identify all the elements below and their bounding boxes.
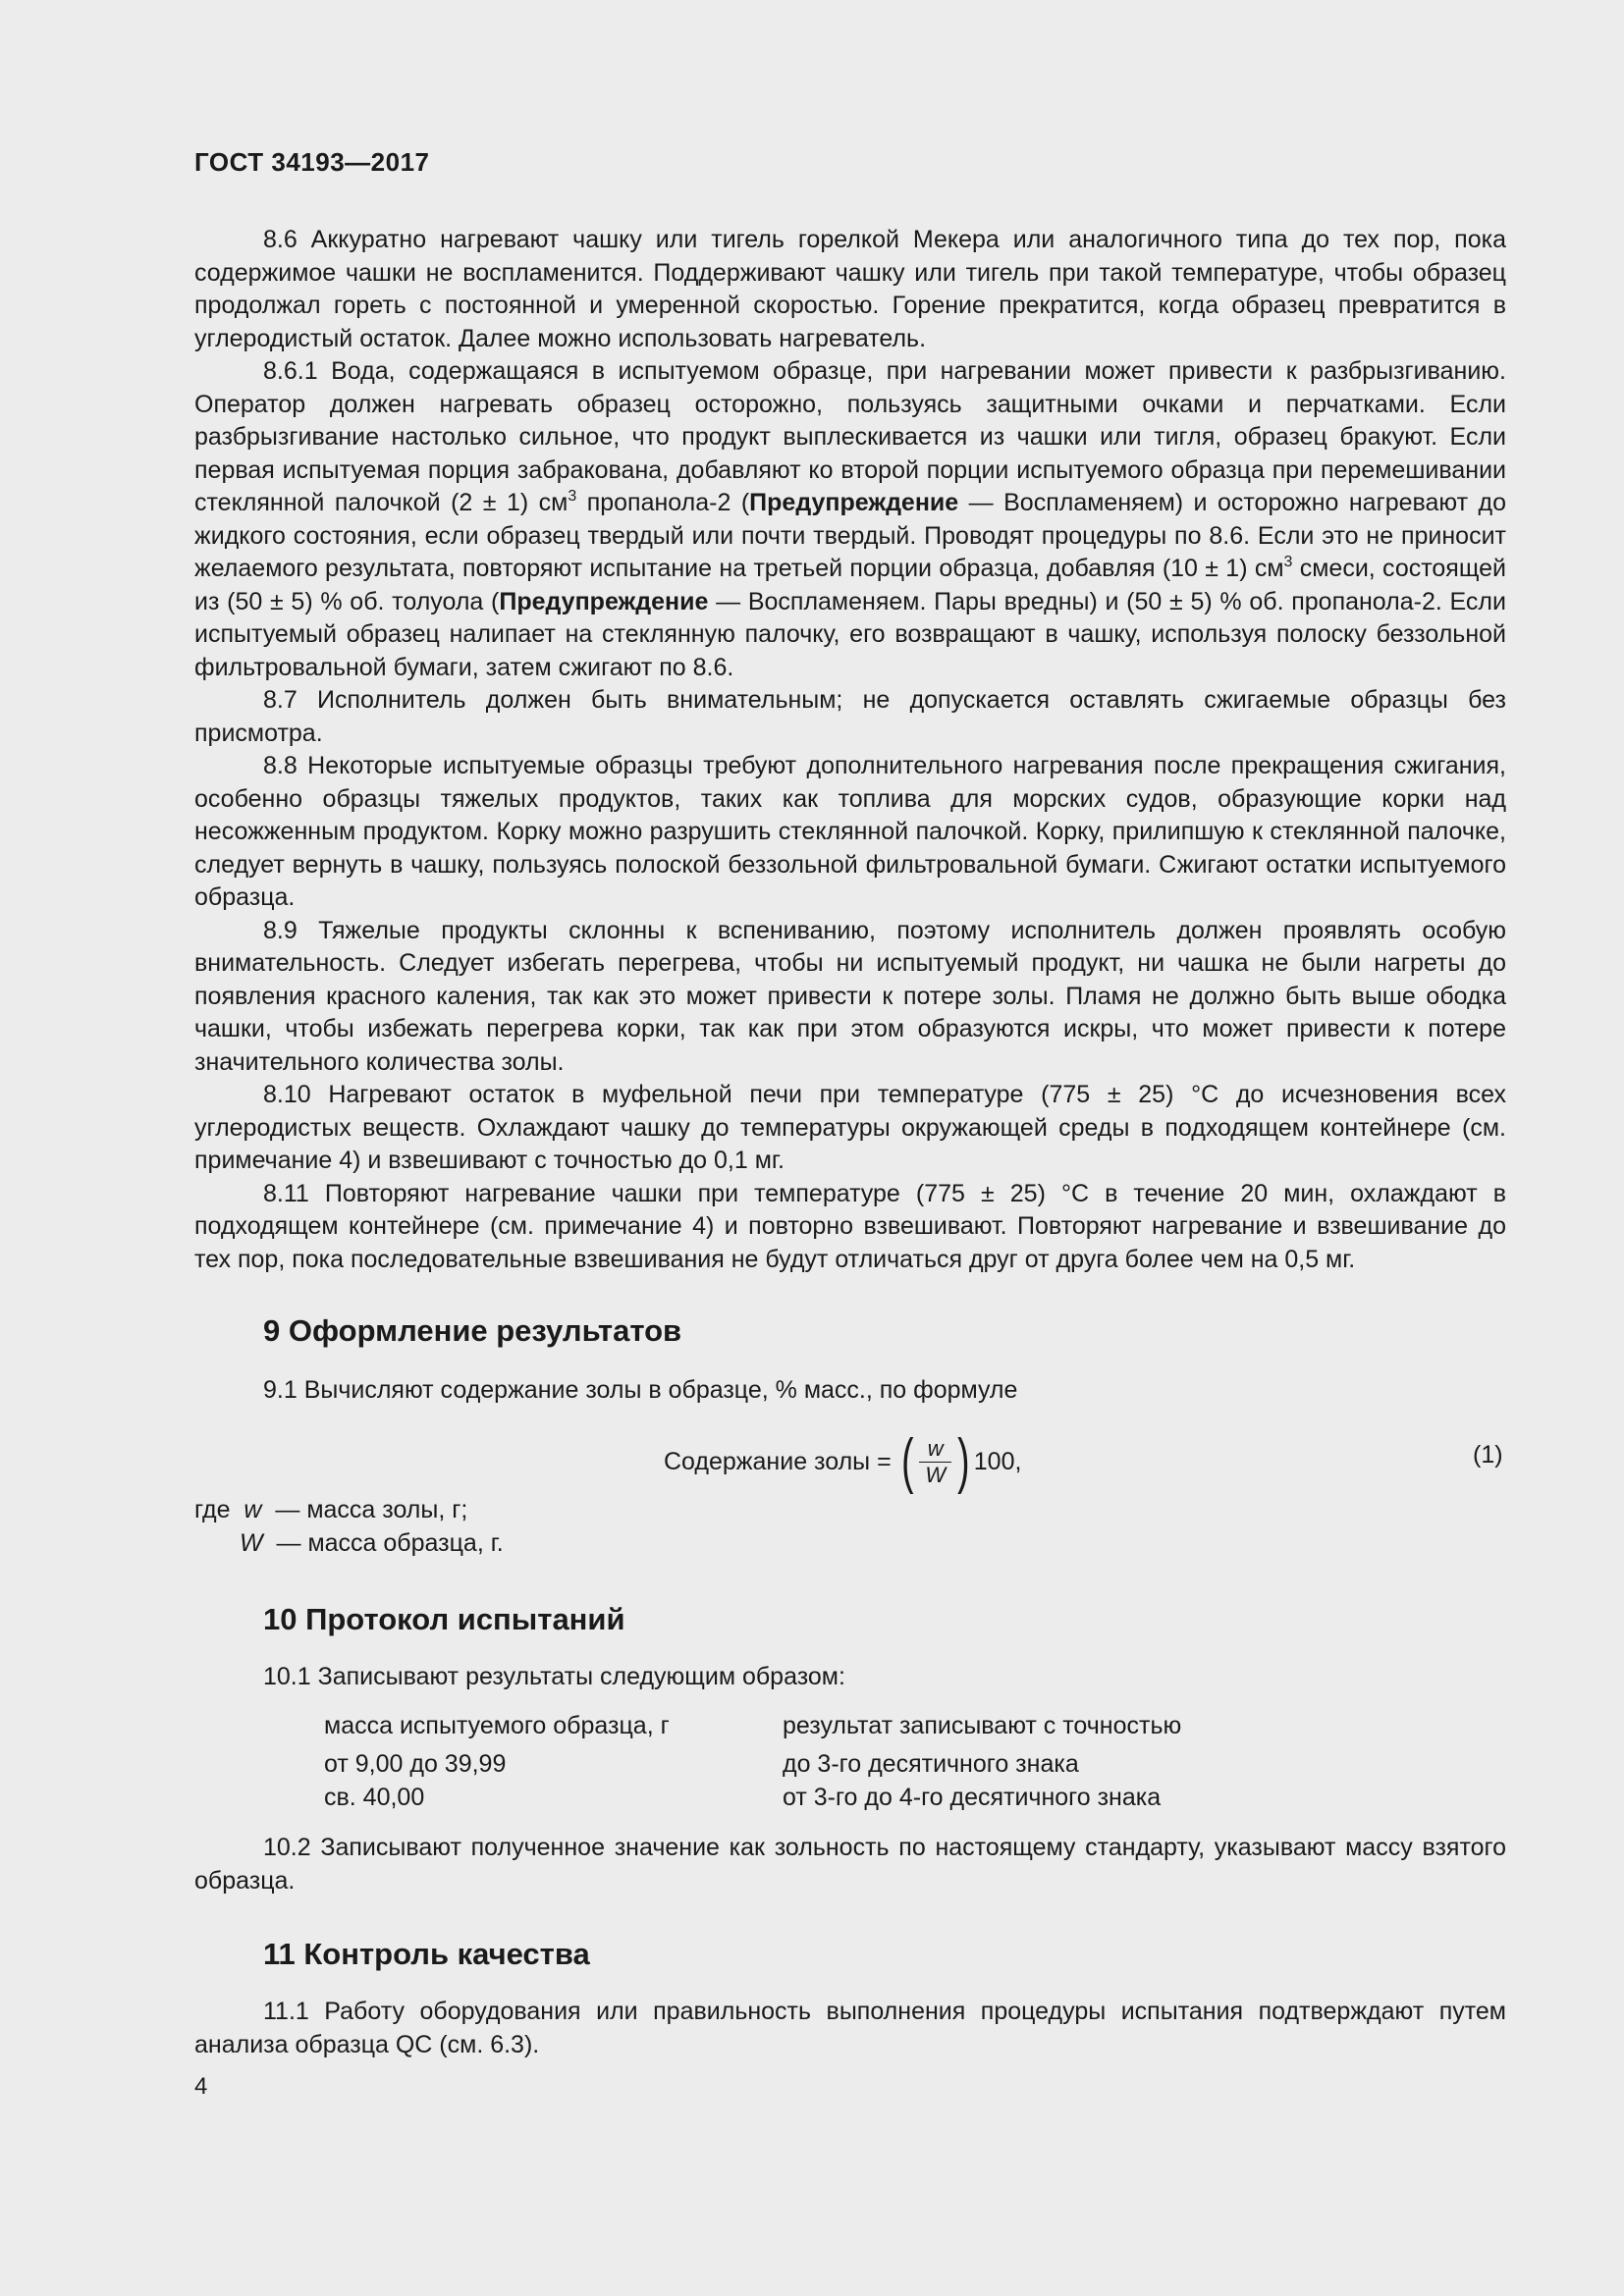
paragraph-10-1: 10.1 Записывают результаты следующим образом: [263,1663,845,1690]
formula-tail: 100, [973,1447,1022,1475]
formula-fraction [919,1436,951,1488]
paragraph-9-1-block [194,1374,1506,1408]
section-10-heading: 10 Протокол испытаний [263,1602,625,1636]
page-number: 4 [194,2073,208,2100]
paragraph-8-10: 8.10 Нагревают остаток в муфельной печи при температуре (775 ± 25) °С до исчезновения всех углеродистых веществ. Охлаждают чашку до температуры окружающей среды в подходящем контейнере (см. примечание 4) и взвешивают с точностью до 0,1 мг. [194,1081,1506,1174]
ash-content-formula [664,1427,1022,1495]
paragraph-8-7: 8.7 Исполнитель должен быть внимательным; не допускается оставлять сжигаемые образцы без присмотра. [194,686,1506,747]
paragraph-8-8: 8.8 Некоторые испытуемые образцы требуют дополнительного нагревания после прекращения сжигания, особенно образцы тяжелых продуктов, таких как топлива для морских судов, образующие корки над несожженным продуктом. Корку можно разрушить стеклянной палочкой. Корку, прилипшую к стеклянной палочке, следует вернуть в чашку, пользуясь полоской беззольной фильтровальной бумаги. Сжигают остатки испытуемого образца. [194,752,1506,911]
left-parenthesis: ( [900,1427,914,1495]
paragraph-11-1-block [194,1996,1506,2061]
paragraph-8-11: 8.11 Повторяют нагревание чашки при температуре (775 ± 25) °С в течение 20 мин, охлаждают в подходящем контейнере (см. примечание 4) и повторно взвешивают. Повторяют нагревание и взвешивание до тех пор, пока последовательные взвешивания не будут отличаться друг от друга более чем на 0,5 мг. [194,1179,1506,1273]
where-line-1: где w — масса золы, г; [194,1496,468,1523]
fraction-numerator: w [927,1435,944,1461]
section-11-heading: 11 Контроль качества [263,1937,590,1971]
formula-lhs: Содержание золы = [664,1447,892,1475]
section-8-text [194,224,1506,1276]
paragraph-8-6-1: 8.6.1 Вода, содержащаяся в испытуемом образце, при нагревании может привести к разбрызгиванию. Оператор должен нагревать образец осторожно, пользуясь защитными очками и перчатками. Если разбрызгивание настолько сильное, что продукт выплескивается из чашки или тигля, образец бракуют. Если первая испытуемая порция забракована, добавляют ко второй порции испытуемого образца при перемешивании стеклянной палочкой (2 ± 1) $см^3$ пропанола-2 (Предупреждение — Воспламеняем) и осторожно нагревают до жидкого состояния, если образец твердый или почти твердый. Проводят процедуры по 8.6. Если это не приносит желаемого результата, повторяют испытание на третьей порции образца, добавляя (10 ± 1) $см^3$ смеси, состоящей из (50 ± 5) % об. толуола (Предупреждение — Воспламеняем. Пары вредны) и (50 ± 5) % об. пропанола-2. Если испытуемый образец налипает на стеклянную палочку, его возвращают в чашку, используя полоску беззольной фильтровальной бумаги, затем сжигают по 8.6. [194,357,1507,681]
paragraph-10-2-block [194,1832,1506,1897]
where-line-2: W — масса образца, г. [240,1529,504,1557]
paragraph-10-2: 10.2 Записывают полученное значение как зольность по настоящему стандарту, указывают массу взятого образца. [194,1834,1506,1895]
warning-label: Предупреждение [749,489,959,516]
paragraph-9-1: 9.1 Вычисляют содержание золы в образце, % масс., по формуле [263,1376,1018,1404]
formula-number: (1) [1473,1441,1503,1468]
paragraph-8-6: 8.6 Аккуратно нагревают чашку или тигель горелкой Мекера или аналогичного типа до тех пор, пока содержимое чашки не воспламенится. Поддерживают чашку или тигель при такой температуре, чтобы образец продолжал гореть с постоянной и умеренной скоростью. Горение прекратится, когда образец превратится в углеродистый остаток. Далее можно использовать нагреватель. [194,226,1506,352]
paragraph-10-1-block [194,1661,1506,1694]
fraction-denominator: W [919,1462,951,1488]
document-header: ГОСТ 34193—2017 [194,147,430,177]
paragraph-8-9: 8.9 Тяжелые продукты склонны к вспениванию, поэтому исполнитель должен проявлять особую внимательность. Следует избегать перегрева, чтобы ни испытуемый продукт, ни чашка не были нагреты до появления красного каления, так как это может привести к потере золы. Пламя не должно быть выше ободка чашки, чтобы избежать перегрева корки, так как при этом образуются искры, что может привести к потере значительного количества золы. [194,916,1506,1076]
warning-label: Предупреждение [499,587,709,615]
right-parenthesis: ) [957,1427,970,1495]
paragraph-11-1: 11.1 Работу оборудования или правильность выполнения процедуры испытания подтверждают путем анализа образца QC (см. 6.3). [194,1998,1506,2058]
section-9-heading: 9 Оформление результатов [263,1313,682,1348]
